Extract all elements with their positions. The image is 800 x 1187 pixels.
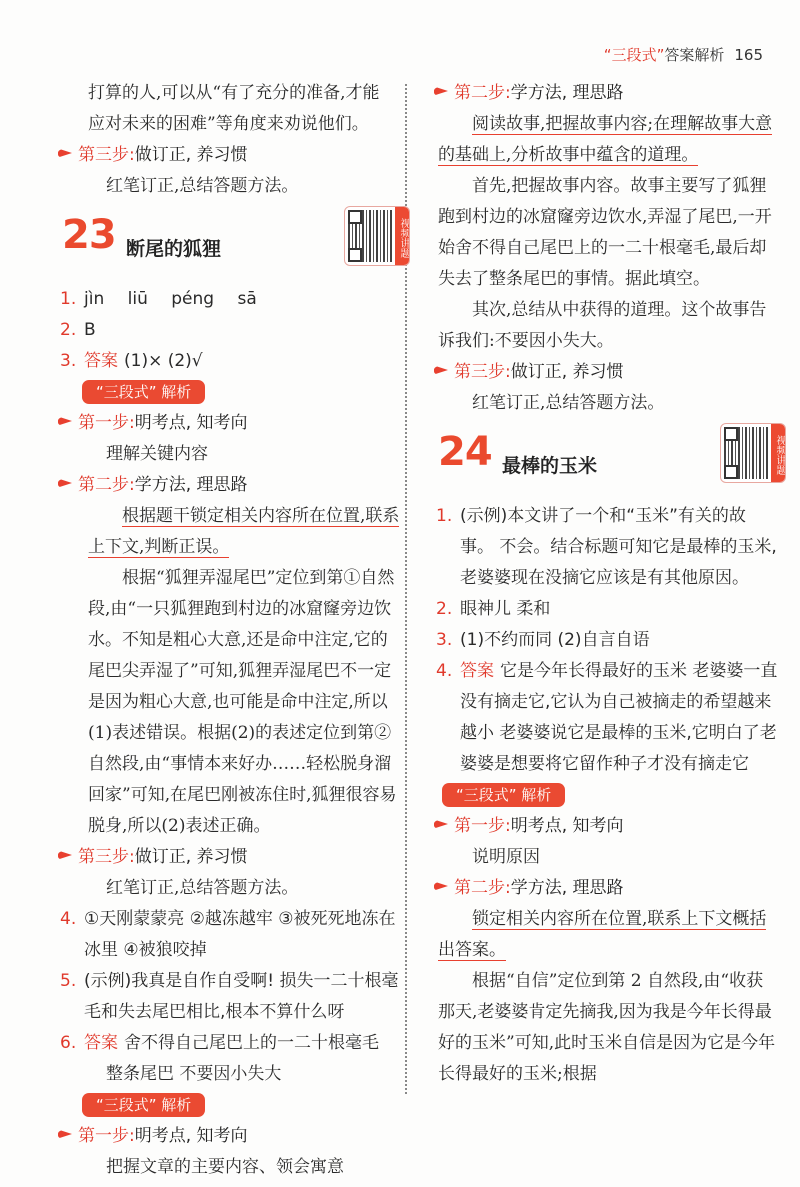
answer-3: 3. 答案 (1)× (2)√: [60, 351, 203, 371]
step1-heading: 第一步:明考点, 知考向: [58, 408, 402, 439]
answer-1: 1. jìn liū péng sā: [60, 289, 257, 309]
analysis-badge: “三段式” 解析: [82, 380, 205, 404]
step3-heading: 第三步:做订正, 养习惯: [58, 140, 402, 171]
header-brand: “三段式”: [603, 46, 665, 64]
answer-1: 1. (示例)本文讲了一个和“玉米”有关的故事。 不会。结合标题可知它是最棒的玉米,老婆婆现在没摘它应该是有其他原因。: [436, 506, 777, 588]
right-column: [436, 78, 785, 1090]
pointer-icon: [58, 149, 72, 158]
lesson-number: 23: [62, 212, 116, 258]
step1-text-b: 把握文章的主要内容、领会寓意: [106, 1157, 344, 1177]
step2-heading-top: 第二步:学方法, 理思路: [434, 78, 778, 109]
step1-heading: 第一步:明考点, 知考向: [434, 811, 778, 842]
lesson-number: 24: [438, 429, 492, 475]
step3-heading-b: 第三步:做订正, 养习惯: [58, 842, 402, 873]
lesson-23-header: [62, 212, 409, 276]
qr-code-video[interactable]: [344, 206, 410, 266]
pointer-icon: [58, 479, 72, 488]
step1-heading-b: 第一步:明考点, 知考向: [58, 1121, 402, 1152]
qr-code-icon: [724, 427, 768, 479]
intro-line-1: 打算的人,可以从“有了充分的准备,才能: [88, 83, 380, 103]
pointer-icon: [58, 417, 72, 426]
step2-method-top: 阅读故事,把握故事内容;在理解故事大意的基础上,分析故事中蕴含的道理。: [438, 114, 773, 165]
step2-method: 锁定相关内容所在位置,联系上下文概括出答案。: [438, 909, 767, 960]
answer-3: 3. (1)不约而同 (2)自言自语: [436, 630, 650, 650]
step3-text-top: 红笔订正,总结答题方法。: [472, 393, 665, 413]
qr-tag: 视频讲题: [395, 207, 409, 265]
lesson-title: 最棒的玉米: [502, 455, 598, 477]
left-column: [60, 78, 409, 1183]
qr-code-video[interactable]: [720, 423, 786, 483]
qr-tag: 视频讲题: [771, 424, 785, 482]
answer-2: 2. 眼神儿 柔和: [436, 599, 551, 619]
answer-2: 2. B: [60, 320, 96, 340]
pointer-icon: [434, 87, 448, 96]
step2-explanation: 根据“狐狸弄湿尾巴”定位到第①自然段,由“一只狐狸跑到村边的冰窟窿旁边饮水。不知是粗心大意,还是命中注定,它的尾巴尖弄湿了”可知,狐狸弄湿尾巴不一定是因为粗心大意,也可能是命中注定,所以(1)表述错误。根据(2)的表述定位到第②自然段,由“事情本来好办……轻松脱身溜回家”可知,在尾巴刚被冻住时,狐狸很容易脱身,所以(2)表述正确。: [88, 568, 397, 836]
lesson-24-header: [438, 429, 785, 493]
answer-4: 4. 答案 它是今年长得最好的玉米 老婆婆一直没有摘走它,它认为自己被摘走的希望越来越小 老婆婆说它是最棒的玉米,它明白了老婆婆是想要将它留作种子才没有摘走它: [436, 661, 778, 774]
step2-para1: 首先,把握故事内容。故事主要写了狐狸跑到村边的冰窟窿旁边饮水,弄湿了尾巴,一开始舍不得自己尾巴上的一二十根毫毛,最后却失去了整条尾巴的事情。据此填空。: [438, 176, 772, 289]
pointer-icon: [434, 366, 448, 375]
page-number: 165: [734, 46, 763, 64]
pointer-icon: [58, 851, 72, 860]
answer-6-cont: 整条尾巴 不要因小失大: [106, 1064, 282, 1084]
step2-heading: 第二步:学方法, 理思路: [434, 873, 778, 904]
header-title: 答案解析: [664, 46, 725, 64]
step1-text: 说明原因: [472, 847, 540, 867]
answer-6: 6. 答案 舍不得自己尾巴上的一二十根毫毛: [60, 1033, 379, 1053]
analysis-badge: “三段式” 解析: [442, 783, 565, 807]
answer-5: 5. (示例)我真是自作自受啊! 损失一二十根毫毛和失去尾巴相比,根本不算什么呀: [60, 971, 399, 1022]
lesson-title: 断尾的狐狸: [126, 238, 222, 260]
intro-line-2: 应对未来的困难”等角度来劝说他们。: [88, 114, 369, 134]
step3-heading-top: 第三步:做订正, 养习惯: [434, 357, 778, 388]
step2-heading: 第二步:学方法, 理思路: [58, 470, 402, 501]
step2-method: 根据题干锁定相关内容所在位置,联系上下文,判断正误。: [88, 506, 400, 557]
step1-text: 理解关键内容: [106, 444, 208, 464]
pointer-icon: [434, 882, 448, 891]
step3-text-b: 红笔订正,总结答题方法。: [106, 878, 299, 898]
answer-4: 4. ①天刚蒙蒙亮 ②越冻越牢 ③被死死地冻在冰里 ④被狼咬掉: [60, 909, 396, 960]
qr-code-icon: [348, 210, 392, 262]
analysis-badge-2: “三段式” 解析: [82, 1093, 205, 1117]
page-header: [604, 44, 763, 65]
step3-text: 红笔订正,总结答题方法。: [106, 176, 299, 196]
step2-para2: 其次,总结从中获得的道理。这个故事告诉我们:不要因小失大。: [438, 300, 767, 351]
step2-explanation: 根据“自信”定位到第 2 自然段,由“收获那天,老婆婆肯定先摘我,因为我是今年长得最好的玉米”可知,此时玉米自信是因为它是今年长得最好的玉米;根据: [438, 971, 776, 1084]
pointer-icon: [434, 820, 448, 829]
pointer-icon: [58, 1130, 72, 1139]
